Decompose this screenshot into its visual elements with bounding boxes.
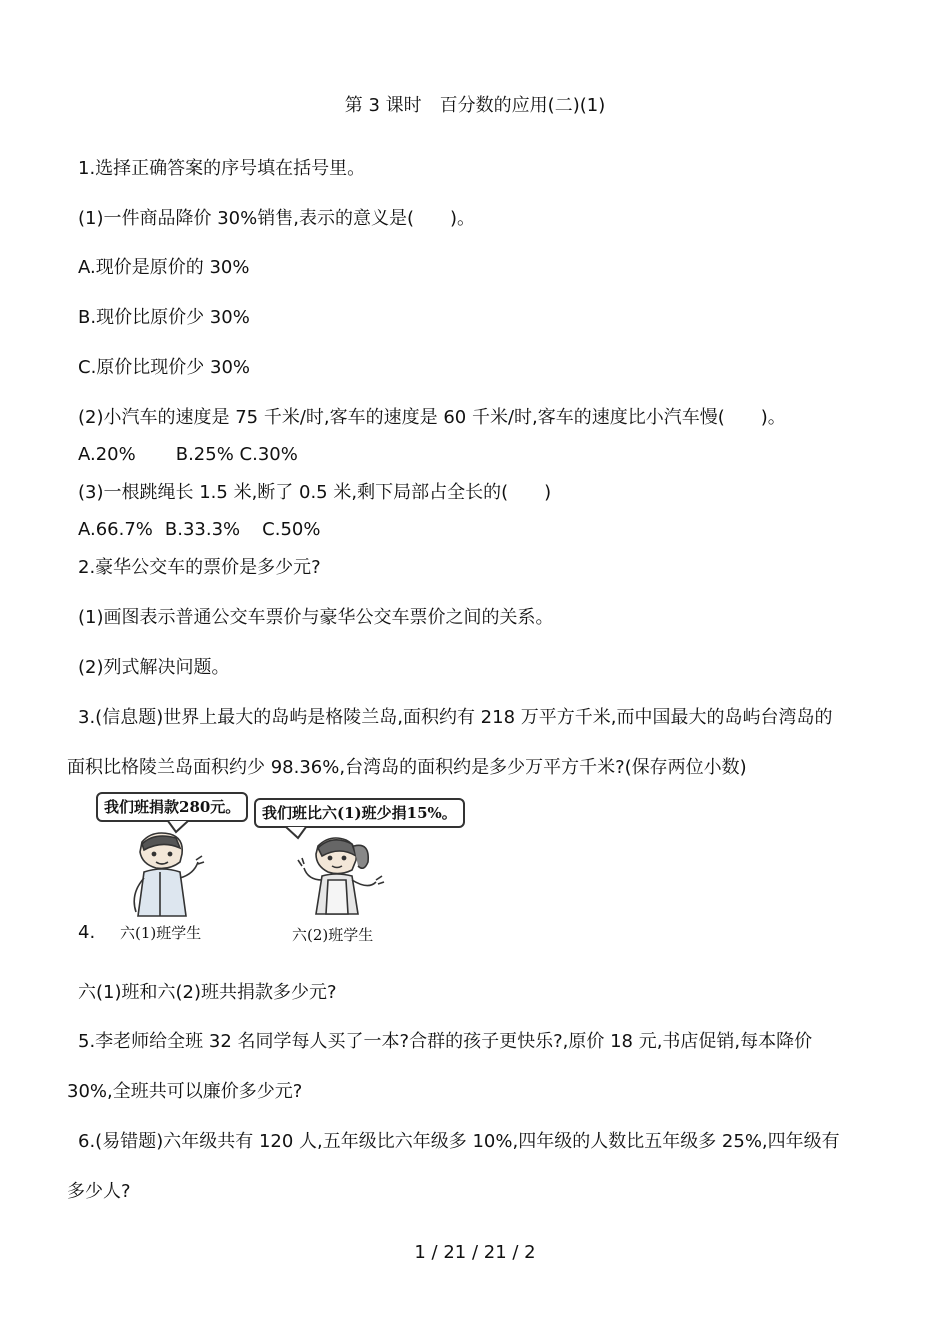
q1-part3-option-a: A.66.7% (78, 519, 153, 540)
q4-illustration (90, 790, 460, 950)
q1-part2-option-bc: B.25% C.30% (175, 444, 298, 465)
girl-figure (298, 838, 384, 914)
q2-part2: (2)列式解决问题。 (78, 657, 230, 678)
caption-class2: 六(2)班学生 (292, 926, 374, 944)
q4-number: 4. (78, 922, 96, 943)
speech-bubble-class2: 我们班比六(1)班少捐15%。 (254, 798, 465, 828)
page-title: 第 3 课时 百分数的应用(二)(1) (344, 95, 606, 116)
boy-figure (134, 833, 204, 916)
q1-part2-options (78, 443, 298, 467)
page-footer: 1 / 21 / 21 / 2 (414, 1242, 536, 1263)
q1-part1-option-a: A.现价是原价的 30% (78, 257, 250, 278)
speech-bubble-class1: 我们班捐款280元。 (96, 792, 248, 822)
q5-line1: 5.李老师给全班 32 名同学每人买了一本?合群的孩子更快乐?,原价 18 元,书店促销,每本降价 (78, 1031, 813, 1052)
q1-part1-stem: (1)一件商品降价 30%销售,表示的意义是( )。 (78, 208, 475, 229)
q1-part2-stem: (2)小汽车的速度是 75 千米/时,客车的速度是 60 千米/时,客车的速度比小汽车慢( )。 (78, 407, 786, 428)
q2-part1: (1)画图表示普通公交车票价与豪华公交车票价之间的关系。 (78, 607, 554, 628)
q4-question: 六(1)班和六(2)班共捐款多少元? (78, 982, 337, 1003)
q1-part1-option-c: C.原价比现价少 30% (78, 357, 251, 378)
caption-class1: 六(1)班学生 (120, 924, 202, 942)
q1-part2-option-a: A.20% (78, 444, 136, 465)
q6-line1: 6.(易错题)六年级共有 120 人,五年级比六年级多 10%,四年级的人数比五年级多 25%,四年级有 (78, 1131, 840, 1152)
q1-part3-option-b: B.33.3% (164, 519, 241, 540)
q1-part3-option-c: C.50% (262, 519, 321, 540)
q1-stem: 1.选择正确答案的序号填在括号里。 (78, 158, 366, 179)
q1-part3-stem: (3)一根跳绳长 1.5 米,断了 0.5 米,剩下局部占全长的( ) (78, 482, 552, 503)
q6-line2: 多少人? (67, 1181, 131, 1202)
q3-line1: 3.(信息题)世界上最大的岛屿是格陵兰岛,面积约有 218 万平方千米,而中国最大的岛屿台湾岛的 (78, 707, 833, 728)
q2-stem: 2.豪华公交车的票价是多少元? (78, 557, 321, 578)
q5-line2: 30%,全班共可以廉价多少元? (67, 1081, 303, 1102)
q3-line2: 面积比格陵兰岛面积约少 98.36%,台湾岛的面积约是多少万平方千米?(保存两位小数) (67, 757, 747, 778)
q1-part3-options (78, 518, 320, 542)
q1-part1-option-b: B.现价比原价少 30% (78, 307, 250, 328)
